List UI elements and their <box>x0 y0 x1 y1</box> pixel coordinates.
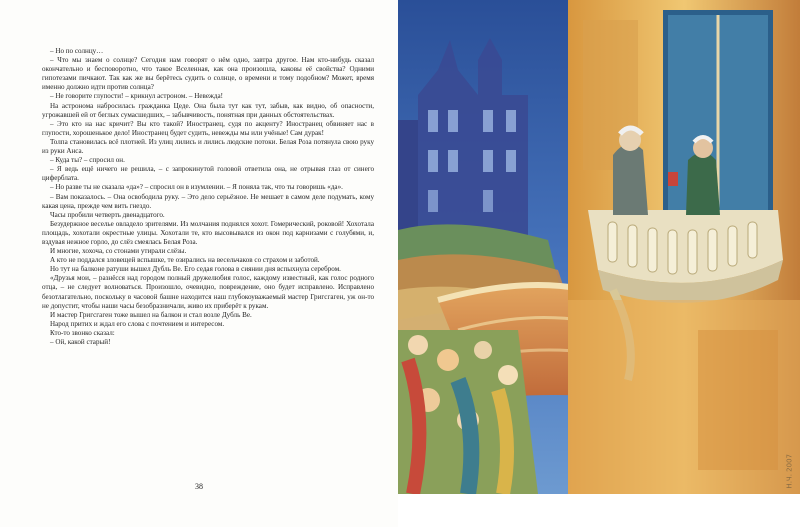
page-number: 38 <box>195 482 203 491</box>
text-paragraph: Кто-то звонко сказал: <box>50 328 115 337</box>
text-paragraph: – Не говорите глупости! – крикнул астроном. – Невежда! <box>50 92 223 101</box>
text-paragraph: – Ой, какой старый! <box>50 338 111 346</box>
text-paragraph: – Вам показалось. – Она освободила руку. – Это дело серьёзное. Не мешает в самом деле подумать, кому какая цена, прежде чем вить гнездо. <box>42 192 374 210</box>
text-paragraph: Народ притих и ждал его слова с почтением и интересом. <box>50 319 225 328</box>
bottom-margin <box>398 494 800 527</box>
text-page <box>0 0 398 527</box>
text-paragraph: – Но разве ты не сказала «да»? – спросил он в изумлении. – Я поняла так, что ты говоришь «да». <box>50 183 343 192</box>
text-paragraph: Толпа становилась всё плотней. Из улиц лились и лились людские потоки. Белая Роза потянула свою руку из руки Анса. <box>42 137 374 156</box>
text-paragraph: На астронома набросилась гражданка Цеде. Она была тут как тут, забыв, как видно, об опасности, угрожавшей ей от беглых сумасшедших, – забывчивость, понятная при данных обстоятельствах. <box>42 101 374 119</box>
text-paragraph: И мастер Григсгаген тоже вышел на балкон и стал возле Дубль Ве. <box>50 310 252 319</box>
artist-signature: Н.Ч. 2007 <box>786 454 794 489</box>
text-paragraph: Но тут на балконе ратуши вышел Дубль Ве. Его седая голова в сиянии дня вспыхнула серебром. <box>50 265 341 274</box>
text-paragraph: – Это кто на нас кричит? Вы кто такой? Иностранец, судя по акценту? Иностранец обвиняет нас в глупости, хорошенькое дело! Иностранец будет судить, невежды мы или учёные! Сам дурак! <box>42 119 374 137</box>
text-paragraph: Часы пробили четверть двенадцатого. <box>50 210 165 219</box>
illustration-painting <box>398 0 800 494</box>
lower-arch <box>698 330 778 470</box>
text-paragraph: – Куда ты? – спросил он. <box>50 156 125 165</box>
text-paragraph: – Я ведь ещё ничего не решила, – с запрокинутой головой ответила она, не отрывая глаз от синего циферблата. <box>42 165 374 183</box>
text-paragraph: – Но по солнцу… <box>50 47 104 55</box>
text-paragraph: Безудержное веселье овладело зрителями. Из молчания поднялся хохот. Гомерический, роковой! Хохотала площадь, хохотали окрестные улицы. Хохотали те, кто высовывался из окон под карнизами с голубями, и, вздувая нежное горло, до слёз смеялась Белая Роза. <box>42 219 374 246</box>
text-paragraph: И многие, хохоча, со стонами утирали слёзы. <box>50 247 187 256</box>
text-paragraph: «Друзья мои, – разнёсся над городом полный дружелюбия голос, каждому известный, как голос родного отца, – не следует волноваться. Произошло, очевидно, повреждение, оно будет исправлено. Исправлено безотлагательно, поскольку в часовой башне находится наш глубокоуважаемый мастер Григсгаген, уж он-то не допустит, чтобы наши часы безобразничали, живо их приберёт к рукам. <box>42 274 374 310</box>
text-paragraph: – Что мы знаем о солнце? Сегодня нам говорят о нём одно, завтра другое. Нам кто-нибудь сказал окончательно и бесповоротно, что такое Вселенная, как она произошла, каковы её свойства? Одними гипотезами пичкают. Так как же вы берётесь судить о солнце, о времени и тому подобном? Может, время именно должно идти против солнца? <box>42 56 374 92</box>
illustration <box>398 0 800 494</box>
foreground-crowd <box>398 330 538 494</box>
text-column <box>42 47 374 347</box>
text-paragraph: А кто не поддался зловещей вспышке, те озирались на весельчаков со страхом и заботой. <box>50 256 320 265</box>
